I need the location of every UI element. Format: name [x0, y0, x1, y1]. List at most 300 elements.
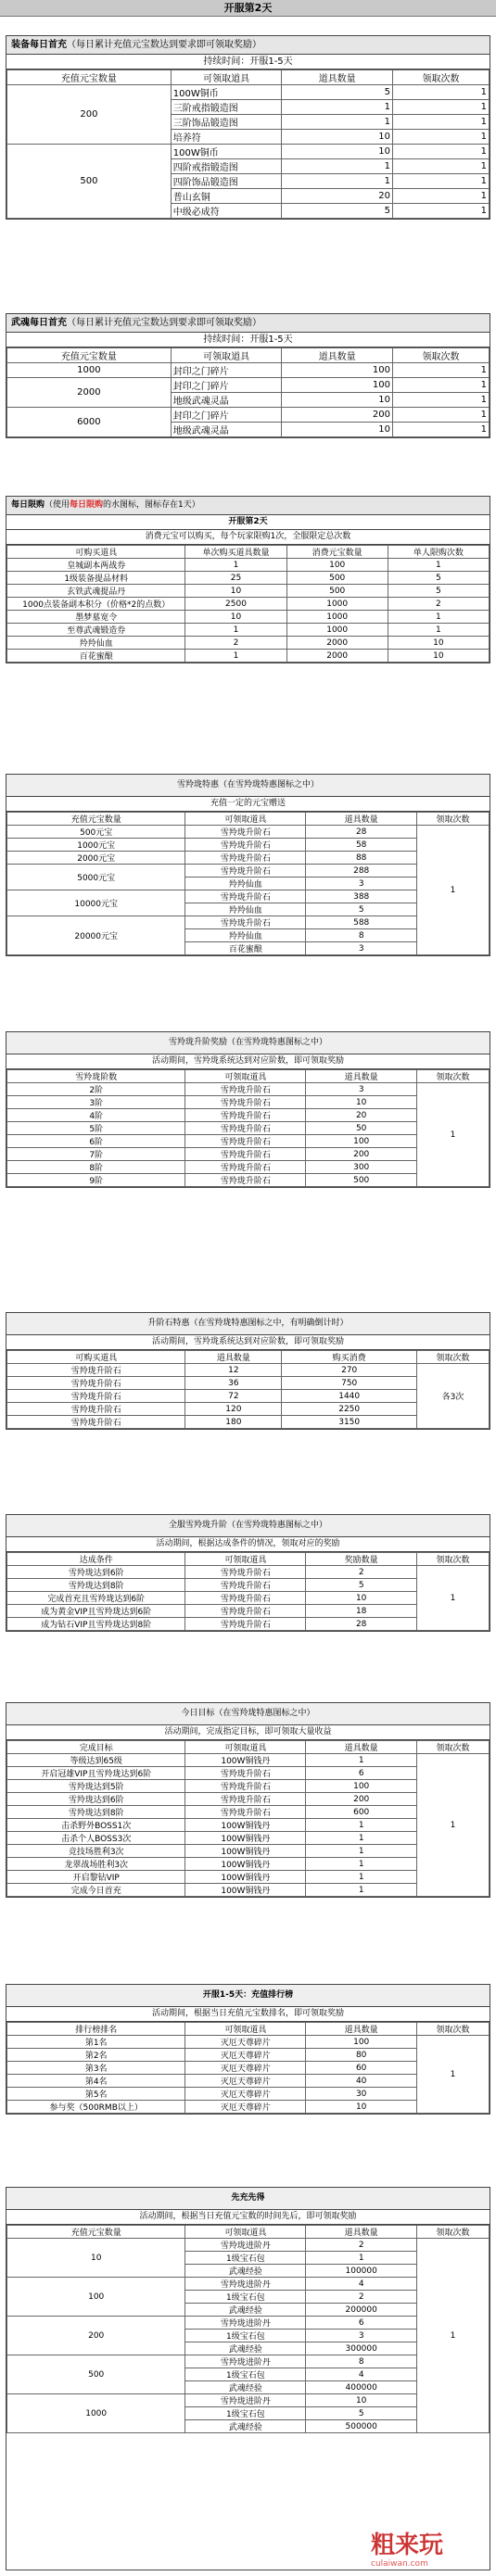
- item-cell: 培养符: [171, 130, 282, 145]
- quantity-cell: 300000: [306, 2342, 417, 2355]
- limit-buy-desc-pre: （使用: [45, 500, 70, 510]
- times-cell: 1: [392, 204, 489, 219]
- table-cell: 1: [388, 559, 489, 572]
- table-cell: 10: [388, 650, 489, 663]
- limit-buy-section: [6, 496, 490, 663]
- table-header-row: [7, 1741, 490, 1754]
- table-cell: 雪羚珑达到5阶: [7, 1780, 185, 1793]
- gift-table: [6, 812, 490, 955]
- table-cell: 雪羚珑升阶石: [185, 1793, 306, 1806]
- limit-buy-time: 开服第2天: [6, 515, 490, 530]
- item-cell: 三阶戒指锻造图: [171, 100, 282, 115]
- times-cell: 1: [392, 174, 489, 189]
- table-cell: 雪羚珑升阶石: [185, 1148, 306, 1161]
- daily-first-time: 持续时间：开服1-5天: [6, 55, 490, 69]
- table-cell: 雪羚珑升阶石: [185, 1592, 306, 1605]
- table-cell: 36: [185, 1377, 282, 1390]
- table-row: [7, 637, 490, 650]
- table-cell: 雪羚珑升阶石: [185, 1780, 306, 1793]
- table-cell: 10: [388, 637, 489, 650]
- times-cell: 1: [416, 826, 489, 955]
- item-cell: 1级宝石包: [185, 2291, 306, 2304]
- table-cell: 皇城副本两战券: [7, 559, 185, 572]
- item-cell: 三阶饰品锻造图: [171, 115, 282, 130]
- item-cell: 羚羚仙血: [185, 929, 306, 942]
- amount-cell: 1000元宝: [7, 839, 185, 852]
- column-header: 领取次数: [416, 1351, 489, 1364]
- table-cell: 60: [306, 2062, 417, 2075]
- table-cell: 雪羚珑升阶石: [7, 1416, 185, 1429]
- daily-first-section: [6, 35, 490, 220]
- column-header: 单人限购次数: [388, 546, 489, 559]
- column-header: 道具数量: [185, 1351, 282, 1364]
- column-header: 道具数量: [306, 2226, 417, 2239]
- quantity-cell: 6: [306, 2317, 417, 2330]
- table-cell: 20: [306, 1109, 417, 1122]
- table-cell: 40: [306, 2075, 417, 2088]
- table-cell: 7阶: [7, 1148, 185, 1161]
- stone-section: [6, 1312, 490, 1430]
- quantity-cell: 500000: [306, 2420, 417, 2433]
- page-title: 开服第2天: [0, 0, 496, 17]
- item-cell: 雪羚珑升阶石: [185, 916, 306, 929]
- table-cell: 1: [185, 650, 286, 663]
- table-cell: 雪羚珑升阶石: [185, 1083, 306, 1096]
- item-cell: 雪羚珑进阶丹: [185, 2394, 306, 2407]
- rank-table: [6, 2022, 490, 2114]
- table-cell: 50: [306, 1122, 417, 1135]
- item-cell: 雪羚珑升阶石: [185, 852, 306, 865]
- table-cell: 灭厄天尊碎片: [185, 2101, 306, 2114]
- quantity-cell: 1: [282, 100, 393, 115]
- column-header: 领取次数: [416, 1553, 489, 1566]
- table-cell: 第3名: [7, 2062, 185, 2075]
- column-header: 可领取道具: [171, 348, 282, 363]
- quantity-cell: 28: [306, 826, 417, 839]
- weapon-first-time: 持续时间：开服1-5天: [6, 333, 490, 347]
- table-cell: 雪羚珑升阶石: [7, 1390, 185, 1403]
- times-cell: 1: [392, 100, 489, 115]
- column-header: 达成条件: [7, 1553, 185, 1566]
- table-cell: 500: [306, 1174, 417, 1187]
- table-cell: 第4名: [7, 2075, 185, 2088]
- limit-buy-title: 每日限购: [11, 500, 45, 510]
- table-cell: 完成首充且雪羚珑达到6阶: [7, 1592, 185, 1605]
- today-title: 今日目标（在雪羚珑特惠图标之中）: [6, 1703, 490, 1725]
- daily-first-desc: （每日累计充值元宝数达到要求即可领取奖励）: [67, 40, 261, 50]
- table-cell: 完成今日首充: [7, 1884, 185, 1897]
- table-cell: 100: [306, 1780, 417, 1793]
- quantity-cell: 588: [306, 916, 417, 929]
- column-header: 单次购买道具数量: [185, 546, 286, 559]
- column-header: 雪羚珑阶数: [7, 1070, 185, 1083]
- table-cell: 雪羚珑升阶石: [185, 1174, 306, 1187]
- item-cell: 1级宝石包: [185, 2330, 306, 2342]
- limit-buy-table: [6, 545, 490, 663]
- item-cell: 地级武魂灵晶: [171, 423, 282, 437]
- item-cell: 四阶饰品锻造图: [171, 174, 282, 189]
- stone-title: 升阶石特惠（在雪羚珑特惠图标之中，有明确倒计时）: [6, 1313, 490, 1335]
- weapon-first-desc: （每日累计充值元宝数达到要求即可领取奖励）: [67, 318, 261, 328]
- quantity-cell: 1: [306, 2252, 417, 2265]
- daily-first-table: [6, 69, 490, 219]
- table-cell: 1000: [286, 598, 388, 611]
- table-cell: 100W铜钱丹: [185, 1845, 306, 1858]
- amount-cell: 1000: [7, 363, 172, 378]
- item-cell: 1级宝石包: [185, 2252, 306, 2265]
- column-header: 充值元宝数量: [7, 348, 172, 363]
- table-header-row: [7, 348, 490, 363]
- column-header: 可领取道具: [185, 2226, 306, 2239]
- times-cell: 1: [392, 145, 489, 159]
- table-cell: 120: [185, 1403, 282, 1416]
- table-row: [7, 585, 490, 598]
- quantity-cell: 20: [282, 189, 393, 204]
- all-up-title: 全服雪羚珑升阶（在雪羚珑特惠图标之中）: [6, 1515, 490, 1537]
- table-cell: 10: [306, 2101, 417, 2114]
- item-cell: 羚羚仙血: [185, 878, 306, 890]
- item-cell: 武魂经验: [185, 2265, 306, 2278]
- quantity-cell: 5: [282, 85, 393, 100]
- table-cell: 18: [306, 1605, 417, 1618]
- rank-note: 活动期间，根据当日充值元宝数排名，即可领取奖励: [6, 2007, 490, 2022]
- table-cell: 击杀野外BOSS1次: [7, 1819, 185, 1832]
- item-cell: 雪羚珑进阶丹: [185, 2239, 306, 2252]
- table-cell: 竞技场胜利3次: [7, 1845, 185, 1858]
- column-header: 充值元宝数量: [7, 2226, 185, 2239]
- item-cell: 武魂经验: [185, 2420, 306, 2433]
- table-cell: 72: [185, 1390, 282, 1403]
- amount-cell: 1000: [7, 2394, 185, 2433]
- table-header-row: [7, 2226, 490, 2239]
- stage-note: 活动期间，雪羚珑系统达到对应阶数，即可领取奖励: [6, 1054, 490, 1069]
- table-cell: 1: [306, 1871, 417, 1884]
- quantity-cell: 5: [306, 2407, 417, 2420]
- table-cell: 2000: [286, 637, 388, 650]
- today-section: [6, 1702, 490, 1898]
- times-cell: 1: [392, 189, 489, 204]
- item-cell: 中级必成符: [171, 204, 282, 219]
- table-row: [7, 826, 490, 839]
- table-cell: 百花蜜酿: [7, 650, 185, 663]
- table-cell: 10: [185, 611, 286, 624]
- column-header: 领取次数: [416, 1741, 489, 1754]
- column-header: 可领取道具: [171, 70, 282, 85]
- amount-cell: 500: [7, 2355, 185, 2394]
- item-cell: 封印之门碎片: [171, 378, 282, 393]
- table-row: [7, 85, 490, 100]
- table-row: [7, 2036, 490, 2049]
- weapon-first-title: 武魂每日首充: [11, 318, 67, 328]
- table-cell: 至尊武魂锻造券: [7, 624, 185, 637]
- quantity-cell: 58: [306, 839, 417, 852]
- column-header: 领取次数: [392, 348, 489, 363]
- amount-cell: 5000元宝: [7, 865, 185, 890]
- column-header: 购买消费: [282, 1351, 417, 1364]
- times-cell: 1: [392, 85, 489, 100]
- quantity-cell: 400000: [306, 2381, 417, 2394]
- watermark-logo: [371, 2532, 491, 2572]
- table-cell: 12: [185, 1364, 282, 1377]
- times-cell: 1: [392, 423, 489, 437]
- times-cell: 1: [416, 1083, 489, 1187]
- daily-first-title: 装备每日首充: [11, 40, 67, 50]
- quantity-cell: 10: [282, 393, 393, 408]
- table-cell: 雪羚珑升阶石: [7, 1403, 185, 1416]
- quantity-cell: 100: [282, 363, 393, 378]
- amount-cell: 500元宝: [7, 826, 185, 839]
- times-cell: 1: [392, 408, 489, 423]
- table-row: [7, 408, 490, 423]
- table-cell: 墨梦墓宽令: [7, 611, 185, 624]
- item-cell: 雪羚珑升阶石: [185, 839, 306, 852]
- table-cell: 雪羚珑达到8阶: [7, 1579, 185, 1592]
- first-come-section: [6, 2187, 490, 2570]
- table-cell: 2: [306, 1566, 417, 1579]
- table-cell: 200: [306, 1148, 417, 1161]
- table-cell: 25: [185, 572, 286, 585]
- times-cell: 1: [392, 363, 489, 378]
- column-header: 可购买道具: [7, 1351, 185, 1364]
- table-cell: 雪羚珑升阶石: [185, 1767, 306, 1780]
- column-header: 领取次数: [416, 2023, 489, 2036]
- table-cell: 击杀个人BOSS3次: [7, 1832, 185, 1845]
- item-cell: 雪羚珑进阶丹: [185, 2317, 306, 2330]
- today-note: 活动期间，完成指定目标，即可领取大量收益: [6, 1725, 490, 1740]
- table-cell: 5: [306, 1579, 417, 1592]
- amount-cell: 2000: [7, 378, 172, 408]
- column-header: 可购买道具: [7, 546, 185, 559]
- amount-cell: 10: [7, 2239, 185, 2278]
- table-header-row: [7, 1351, 490, 1364]
- gift-note: 充值一定的元宝赠送: [6, 797, 490, 812]
- table-cell: 2000: [286, 650, 388, 663]
- table-row: [7, 1566, 490, 1579]
- item-cell: 雪羚珑升阶石: [185, 826, 306, 839]
- table-cell: 200: [306, 1793, 417, 1806]
- quantity-cell: 10: [282, 130, 393, 145]
- quantity-cell: 288: [306, 865, 417, 878]
- item-cell: 雪羚珑进阶丹: [185, 2355, 306, 2368]
- table-cell: 成为黄金VIP且雪羚珑达到6阶: [7, 1605, 185, 1618]
- table-cell: 100: [286, 559, 388, 572]
- table-cell: 2250: [282, 1403, 417, 1416]
- table-cell: 灭厄天尊碎片: [185, 2075, 306, 2088]
- table-cell: 80: [306, 2049, 417, 2062]
- column-header: 道具数量: [306, 2023, 417, 2036]
- table-row: [7, 559, 490, 572]
- table-header-row: [7, 70, 490, 85]
- quantity-cell: 5: [306, 903, 417, 916]
- item-cell: 地级武魂灵晶: [171, 393, 282, 408]
- table-cell: 1: [306, 1884, 417, 1897]
- quantity-cell: 3: [306, 2330, 417, 2342]
- table-cell: 9阶: [7, 1174, 185, 1187]
- table-cell: 第5名: [7, 2088, 185, 2101]
- table-cell: 1: [388, 624, 489, 637]
- quantity-cell: 3: [306, 878, 417, 890]
- column-header: 领取次数: [416, 813, 489, 826]
- table-cell: 100W铜钱丹: [185, 1884, 306, 1897]
- table-cell: 500: [286, 572, 388, 585]
- table-cell: 5: [388, 585, 489, 598]
- table-cell: 100W铜钱丹: [185, 1871, 306, 1884]
- table-cell: 羚羚仙血: [7, 637, 185, 650]
- table-cell: 雪羚珑升阶石: [185, 1135, 306, 1148]
- table-row: [7, 598, 490, 611]
- table-header-row: [7, 1070, 490, 1083]
- table-cell: 雪羚珑升阶石: [185, 1161, 306, 1174]
- quantity-cell: 4: [306, 2368, 417, 2381]
- table-cell: 300: [306, 1161, 417, 1174]
- column-header: 道具数量: [306, 1741, 417, 1754]
- column-header: 充值元宝数量: [7, 70, 172, 85]
- amount-cell: 500: [7, 145, 172, 219]
- table-cell: 雪羚珑升阶石: [185, 1579, 306, 1592]
- column-header: 消费元宝数量: [286, 546, 388, 559]
- table-cell: 雪羚珑达到6阶: [7, 1566, 185, 1579]
- times-cell: 1: [392, 393, 489, 408]
- table-cell: 第1名: [7, 2036, 185, 2049]
- table-cell: 270: [282, 1364, 417, 1377]
- table-cell: 成为钻石VIP且雪羚珑达到8阶: [7, 1618, 185, 1631]
- table-cell: 30: [306, 2088, 417, 2101]
- quantity-cell: 200: [282, 408, 393, 423]
- column-header: 道具数量: [306, 1070, 417, 1083]
- table-cell: 1: [306, 1858, 417, 1871]
- rank-section: [6, 1984, 490, 2115]
- gift-title: 雪羚珑特惠（在雪羚珑特惠图标之中）: [6, 775, 490, 797]
- table-cell: 雪羚珑升阶石: [185, 1605, 306, 1618]
- table-cell: 灭厄天尊碎片: [185, 2049, 306, 2062]
- table-cell: 龙翠战场胜利3次: [7, 1858, 185, 1871]
- quantity-cell: 88: [306, 852, 417, 865]
- stone-table: [6, 1350, 490, 1429]
- table-cell: 1级装备提品材料: [7, 572, 185, 585]
- table-cell: 雪羚珑达到8阶: [7, 1806, 185, 1819]
- table-header-row: [7, 1553, 490, 1566]
- table-cell: 750: [282, 1377, 417, 1390]
- table-cell: 5: [388, 572, 489, 585]
- stage-table: [6, 1069, 490, 1187]
- amount-cell: 200: [7, 2317, 185, 2355]
- watermark-main: 粗来玩: [371, 2532, 444, 2559]
- table-cell: 3150: [282, 1416, 417, 1429]
- quantity-cell: 1: [282, 174, 393, 189]
- table-row: [7, 1083, 490, 1096]
- item-cell: 羚羚仙血: [185, 903, 306, 916]
- weapon-first-table: [6, 347, 490, 437]
- column-header: 奖励数量: [306, 1553, 417, 1566]
- table-header-row: [7, 2023, 490, 2036]
- table-row: [7, 1754, 490, 1767]
- times-cell: 1: [416, 1566, 489, 1631]
- table-cell: 雪羚珑升阶石: [185, 1096, 306, 1109]
- column-header: 充值元宝数量: [7, 813, 185, 826]
- table-cell: 灭厄天尊碎片: [185, 2036, 306, 2049]
- table-cell: 灭厄天尊碎片: [185, 2088, 306, 2101]
- quantity-cell: 100000: [306, 2265, 417, 2278]
- amount-cell: 2000元宝: [7, 852, 185, 865]
- table-cell: 雪羚珑升阶石: [7, 1377, 185, 1390]
- quantity-cell: 3: [306, 942, 417, 955]
- quantity-cell: 1: [282, 159, 393, 174]
- quantity-cell: 200000: [306, 2304, 417, 2317]
- quantity-cell: 4: [306, 2278, 417, 2291]
- table-cell: 雪羚珑升阶石: [185, 1109, 306, 1122]
- table-cell: 参与奖（500RMB以上）: [7, 2101, 185, 2114]
- table-row: [7, 378, 490, 393]
- amount-cell: 200: [7, 85, 172, 145]
- table-cell: 28: [306, 1618, 417, 1631]
- table-cell: 1: [388, 611, 489, 624]
- table-cell: 1000: [286, 624, 388, 637]
- stone-note: 活动期间，雪羚珑系统达到对应阶数，即可领取奖励: [6, 1335, 490, 1350]
- times-cell: 1: [416, 1754, 489, 1897]
- stage-section: [6, 1031, 490, 1188]
- column-header: 道具数量: [306, 813, 417, 826]
- table-row: [7, 363, 490, 378]
- quantity-cell: 8: [306, 929, 417, 942]
- times-cell: 1: [416, 2036, 489, 2114]
- table-cell: 3阶: [7, 1096, 185, 1109]
- amount-cell: 10000元宝: [7, 890, 185, 916]
- first-come-table: [6, 2225, 490, 2433]
- table-cell: 1000点装备副本积分（价格*2的点数）: [7, 598, 185, 611]
- table-cell: 1000: [286, 611, 388, 624]
- times-cell: 1: [392, 159, 489, 174]
- table-cell: 玄铁武魂提品丹: [7, 585, 185, 598]
- table-cell: 100: [306, 1135, 417, 1148]
- limit-buy-desc-red: 每日限购: [70, 500, 104, 510]
- table-cell: 180: [185, 1416, 282, 1429]
- table-cell: 4阶: [7, 1109, 185, 1122]
- gift-section: [6, 774, 490, 956]
- table-cell: 500: [286, 585, 388, 598]
- table-cell: 100W铜钱丹: [185, 1858, 306, 1871]
- table-cell: 2: [388, 598, 489, 611]
- table-cell: 等级达到65级: [7, 1754, 185, 1767]
- table-cell: 开启黎钻VIP: [7, 1871, 185, 1884]
- times-cell: 1: [416, 2239, 489, 2433]
- amount-cell: 6000: [7, 408, 172, 437]
- amount-cell: 100: [7, 2278, 185, 2317]
- table-cell: 8阶: [7, 1161, 185, 1174]
- column-header: 道具数量: [282, 70, 393, 85]
- item-cell: 武魂经验: [185, 2304, 306, 2317]
- item-cell: 雪羚珑升阶石: [185, 890, 306, 903]
- quantity-cell: 1: [282, 115, 393, 130]
- table-cell: 100W铜钱丹: [185, 1832, 306, 1845]
- table-cell: 600: [306, 1806, 417, 1819]
- table-row: [7, 624, 490, 637]
- quantity-cell: 10: [282, 423, 393, 437]
- table-cell: 雪羚珑升阶石: [185, 1618, 306, 1631]
- table-cell: 雪羚珑达到6阶: [7, 1793, 185, 1806]
- table-cell: 1: [306, 1845, 417, 1858]
- item-cell: 四阶戒指锻造图: [171, 159, 282, 174]
- column-header: 可领取道具: [185, 1741, 306, 1754]
- table-cell: 100: [306, 2036, 417, 2049]
- item-cell: 雪羚珑进阶丹: [185, 2278, 306, 2291]
- table-cell: 5阶: [7, 1122, 185, 1135]
- table-cell: 3: [306, 1083, 417, 1096]
- column-header: 领取次数: [416, 2226, 489, 2239]
- table-cell: 100W铜钱丹: [185, 1819, 306, 1832]
- item-cell: 雪羚珑升阶石: [185, 865, 306, 878]
- table-cell: 10: [306, 1096, 417, 1109]
- table-header-row: [7, 546, 490, 559]
